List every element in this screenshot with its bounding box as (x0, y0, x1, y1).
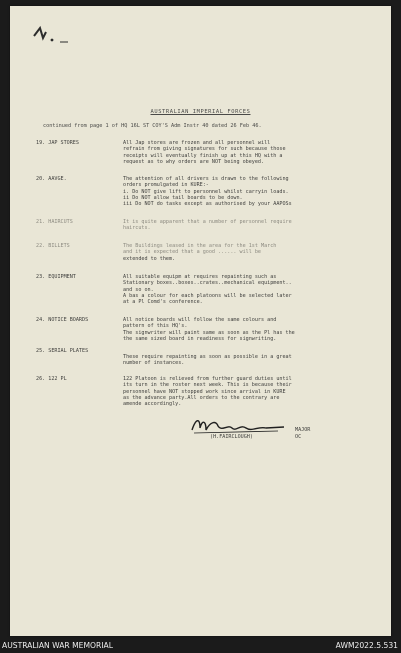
paragraph-line: 122 Platoon is relieved from further guard duties until (123, 376, 292, 382)
paragraph-line: amende accordingly. (123, 401, 182, 408)
paragraph-line: refrain from giving signatures for such because those (123, 146, 286, 153)
paragraph-label: 23. EQUIPMENT (36, 274, 76, 280)
paragraph-line: orders promulgated in KURE:- (123, 182, 209, 189)
paragraph-line: iii Do NOT do tasks except as authorised by your AAPOSs (123, 201, 292, 208)
paragraph-label: 20. AAVGE. (36, 176, 67, 182)
paragraph-label: 25. SERIAL PLATES (36, 348, 89, 354)
paragraph-line: All suitable equipm at requires repainting such as (123, 274, 277, 280)
paragraph-line: number of instances. (123, 360, 185, 367)
paragraph-line: A bas a colour for each platoons will be selected later (123, 292, 292, 299)
paragraph-label: 26. 122 PL (36, 376, 67, 382)
paragraph-label: 24. NOTICE BOARDS (36, 317, 89, 323)
document-title: AUSTRALIAN IMPERIAL FORCES (150, 109, 251, 115)
paragraph-line: All Jap stores are frozen and all personnel will (123, 140, 271, 146)
paragraph-line: request as to why orders are NOT being obeyed. (123, 158, 265, 165)
footer-accession-number: AWM2022.5.531 (335, 641, 398, 650)
paragraph-line: Stationary boxes..boxes..crates..mechanical equipment.. (123, 280, 292, 287)
paragraph-label: 22. BILLETS (36, 243, 70, 249)
paragraph-line: pattern of this HQ's. (123, 323, 188, 330)
paragraph-line: i. Do NOT give lift to personnel whilst carryin loads. (123, 188, 289, 195)
paragraph-line: The signwriter will paint same as soon as the Pl has the (123, 329, 295, 336)
document-subtitle: continued from page 1 of HQ 16L ST COY'S Adm Instr 40 dated 26 Feb 46. (43, 123, 262, 129)
paragraph-line: ii Do NOT allow tail boards to be down. (123, 194, 243, 201)
signatory-rank: MAJOR (295, 427, 311, 433)
signatory-unit: OC (295, 434, 302, 440)
paragraph-line: at a Pl Comd's conference. (123, 299, 203, 306)
paragraph-label: 21. HAIRCUTS (36, 219, 73, 225)
paragraph-line: extended to them. (123, 255, 176, 262)
paragraph-line: its turn in the roster next week. This is because their (123, 382, 292, 389)
paragraph-line: and so on. (123, 286, 154, 293)
footer-institution: AUSTRALIAN WAR MEMORIAL (2, 641, 113, 650)
signatory-name: (H.FAIRCLOUGH) (210, 434, 253, 440)
paragraph-line: personnel have NOT stopped work since arrival in KURE (123, 388, 286, 395)
paragraph-line: All notice boards will follow the same colours and (123, 317, 277, 323)
paragraph-line: The attention of all drivers is drawn to the following (123, 176, 289, 182)
paragraph-line: It is quite apparent that a number of personnel require (123, 219, 292, 225)
document-page (10, 6, 391, 636)
paragraph-line: the same sized board in readiness for signwriting. (123, 335, 277, 342)
paragraph-line: receipts will eventually finish up at this HQ with a (123, 152, 283, 159)
paragraph-line: and it is expected that a good ...... will be (123, 249, 262, 256)
paragraph-label: 19. JAP STORES (36, 140, 79, 146)
paragraph-line: The Buildings leased in the area for the 1st March (123, 243, 277, 249)
paragraph-line: haircuts. (123, 225, 151, 232)
handwritten-mark-icon (30, 24, 76, 50)
paragraph-line: as the advance party.All orders to the contrary are (123, 394, 280, 401)
paragraph-line: These require repainting as soon as possible in a great (123, 354, 292, 360)
